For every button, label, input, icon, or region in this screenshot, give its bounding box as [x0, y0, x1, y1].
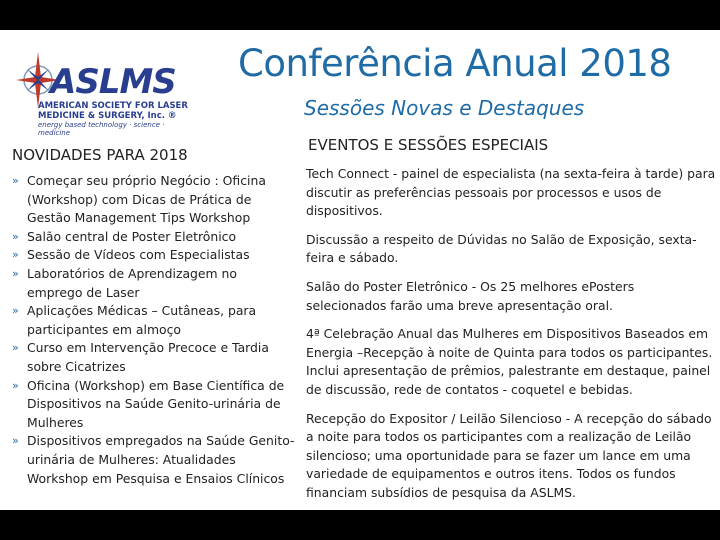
aslms-logo — [14, 46, 194, 136]
event-paragraph: Recepção do Expositor / Leilão Silencioso - A recepção do sábado a noite para todos os participantes com a realização de Leilão silencioso; uma oportunidade para se fazer um lance em uma variedade de equipamentos e outros itens. Todos os fundos financiam subsídios de pesquisa da ASLMS. — [306, 410, 712, 500]
bullet-icon: » — [12, 304, 19, 318]
event-paragraph: Tech Connect - painel de especialista (na sexta-feira à tarde) para discutir as preferências pessoais por processos e usos de dispositivos. — [306, 166, 716, 219]
letterbox-bottom — [0, 510, 720, 540]
list-item — [10, 265, 295, 302]
new-features-list — [10, 172, 295, 488]
right-column-heading: EVENTOS E SESSÕES ESPECIAIS — [308, 136, 549, 154]
logo-org-line1: AMERICAN SOCIETY FOR LASER — [38, 101, 188, 111]
list-item — [10, 302, 295, 339]
list-item — [10, 246, 295, 265]
bullet-icon: » — [12, 378, 19, 392]
logo-tagline: energy based technology · science · medicine — [38, 121, 165, 137]
list-item-text: Aplicações Médicas – Cutâneas, para participantes em almoço — [27, 303, 257, 337]
list-item-text: Sessão de Vídeos com Especialistas — [27, 247, 250, 263]
slide — [0, 30, 720, 510]
bullet-icon: » — [12, 229, 19, 243]
special-events-list — [306, 165, 716, 510]
list-item — [10, 432, 295, 488]
bullet-icon: » — [12, 341, 19, 355]
page-title: Conferência Anual 2018 — [238, 42, 672, 85]
list-item-text: Começar seu próprio Negócio : Oficina (Workshop) com Dicas de Prática de Gestão Management Tips Workshop — [27, 173, 266, 226]
letterbox-top — [0, 0, 720, 30]
logo-org-name — [38, 101, 188, 121]
list-item-text: Oficina (Workshop) em Base Científica de Dispositivos na Saúde Genito-urinária de Mulheres — [27, 377, 285, 430]
left-column-heading: NOVIDADES PARA 2018 — [12, 146, 188, 164]
bullet-icon: » — [12, 266, 19, 280]
list-item-text: Laboratórios de Aprendizagem no emprego de Laser — [27, 265, 237, 300]
logo-org-line2: MEDICINE & SURGERY, Inc. ® — [38, 111, 177, 121]
bullet-icon: » — [12, 248, 19, 262]
logo-wordmark: ASLMS — [50, 62, 176, 102]
list-item — [10, 228, 295, 247]
list-item-text: Salão central de Poster Eletrônico — [27, 228, 237, 244]
event-paragraph: Salão do Poster Eletrônico - Os 25 melhores ePosters selecionados farão uma breve apresentação oral. — [306, 278, 635, 313]
list-item — [10, 377, 295, 433]
event-paragraph: Discussão a respeito de Dúvidas no Salão de Exposição, sexta-feira e sábado. — [306, 231, 697, 266]
event-paragraph: 4ª Celebração Anual das Mulheres em Dispositivos Baseados em Energia –Recepção à noite de Quinta para todos os participantes. Inclui apresentação de prêmios, palestrante em destaque, painel de discussão, rede de contatos - coquetel e bebidas. — [306, 326, 713, 397]
bullet-icon: » — [12, 174, 19, 187]
list-item-text: Dispositivos empregados na Saúde Genito-urinária de Mulheres: Atualidades Workshop em Pesquisa e Ensaios Clínicos — [27, 433, 295, 486]
list-item — [10, 339, 295, 376]
bullet-icon: » — [12, 434, 19, 448]
list-item-text: Curso em Intervenção Precoce e Tardia sobre Cicatrizes — [27, 340, 269, 374]
list-item — [10, 172, 295, 228]
page-subtitle: Sessões Novas e Destaques — [304, 96, 585, 120]
